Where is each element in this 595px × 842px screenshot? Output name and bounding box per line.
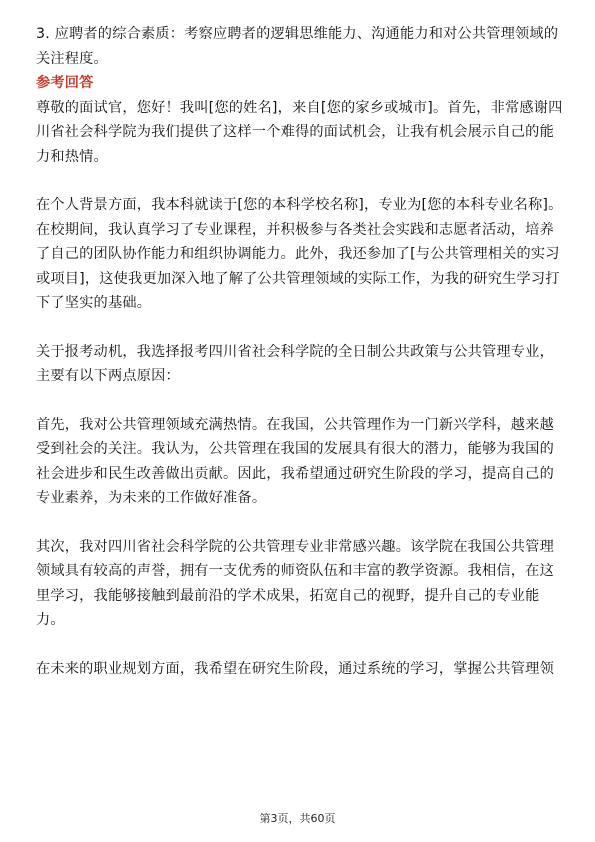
answer-paragraph-reason-1: 首先，我对公共管理领域充满热情。在我国，公共管理作为一门新兴学科，越来越受到社会的关注。我认为，公共管理在我国的发展具有很大的潜力，能够为我国的社会进步和民生改善做出贡献。因此，我希望通过研究生阶段的学习，提高自己的专业素养，为未来的工作做好准备。 — [36, 416, 554, 506]
answer-paragraph-motivation: 关于报考动机，我选择报考四川省社会科学院的全日制公共政策与公共管理专业，主要有以下两点原因： — [36, 343, 554, 384]
answer-paragraph-career: 在未来的职业规划方面，我希望在研究生阶段，通过系统的学习，掌握公共管理领 — [36, 660, 554, 677]
page-footer: 第3页，共60页 — [259, 812, 336, 825]
question-text: 3. 应聘者的综合素质：考察应聘者的逻辑思维能力、沟通能力和对公共管理领域的关注程度。 — [36, 26, 559, 67]
answer-paragraph-background: 在个人背景方面，我本科就读于[您的本科学校名称]，专业为[您的本科专业名称]。在校期间，我认真学习了专业课程，并积极参与各类社会实践和志愿者活动，培养了自己的团队协作能力和组织协调能力。此外，我还参加了[与公共管理相关的实习或项目]，这使我更加深入地了解了公共管理领域的实际工作，为我的研究生学习打下了坚实的基础。 — [36, 197, 563, 311]
paragraph-spacer — [36, 169, 564, 193]
answer-paragraph-reason-2: 其次，我对四川省社会科学院的公共管理专业非常感兴趣。该学院在我国公共管理领域具有较高的声誉，拥有一支优秀的师资队伍和丰富的教学资源。我相信，在这里学习，我能够接触到最前沿的学术成果，拓宽自己的视野，提升自己的专业能力。 — [36, 538, 554, 628]
page-content — [36, 22, 564, 681]
paragraph-spacer — [36, 389, 564, 413]
paragraph-spacer — [36, 511, 564, 535]
paragraph-spacer — [36, 316, 564, 340]
paragraph-spacer — [36, 633, 564, 657]
answer-paragraph-intro: 尊敬的面试官，您好！我叫[您的姓名]，来自[您的家乡或城市]。首先，非常感谢四川省社会科学院为我们提供了这样一个难得的面试机会，让我有机会展示自己的能力和热情。 — [36, 99, 563, 165]
answer-label: 参考回答 — [36, 75, 94, 91]
